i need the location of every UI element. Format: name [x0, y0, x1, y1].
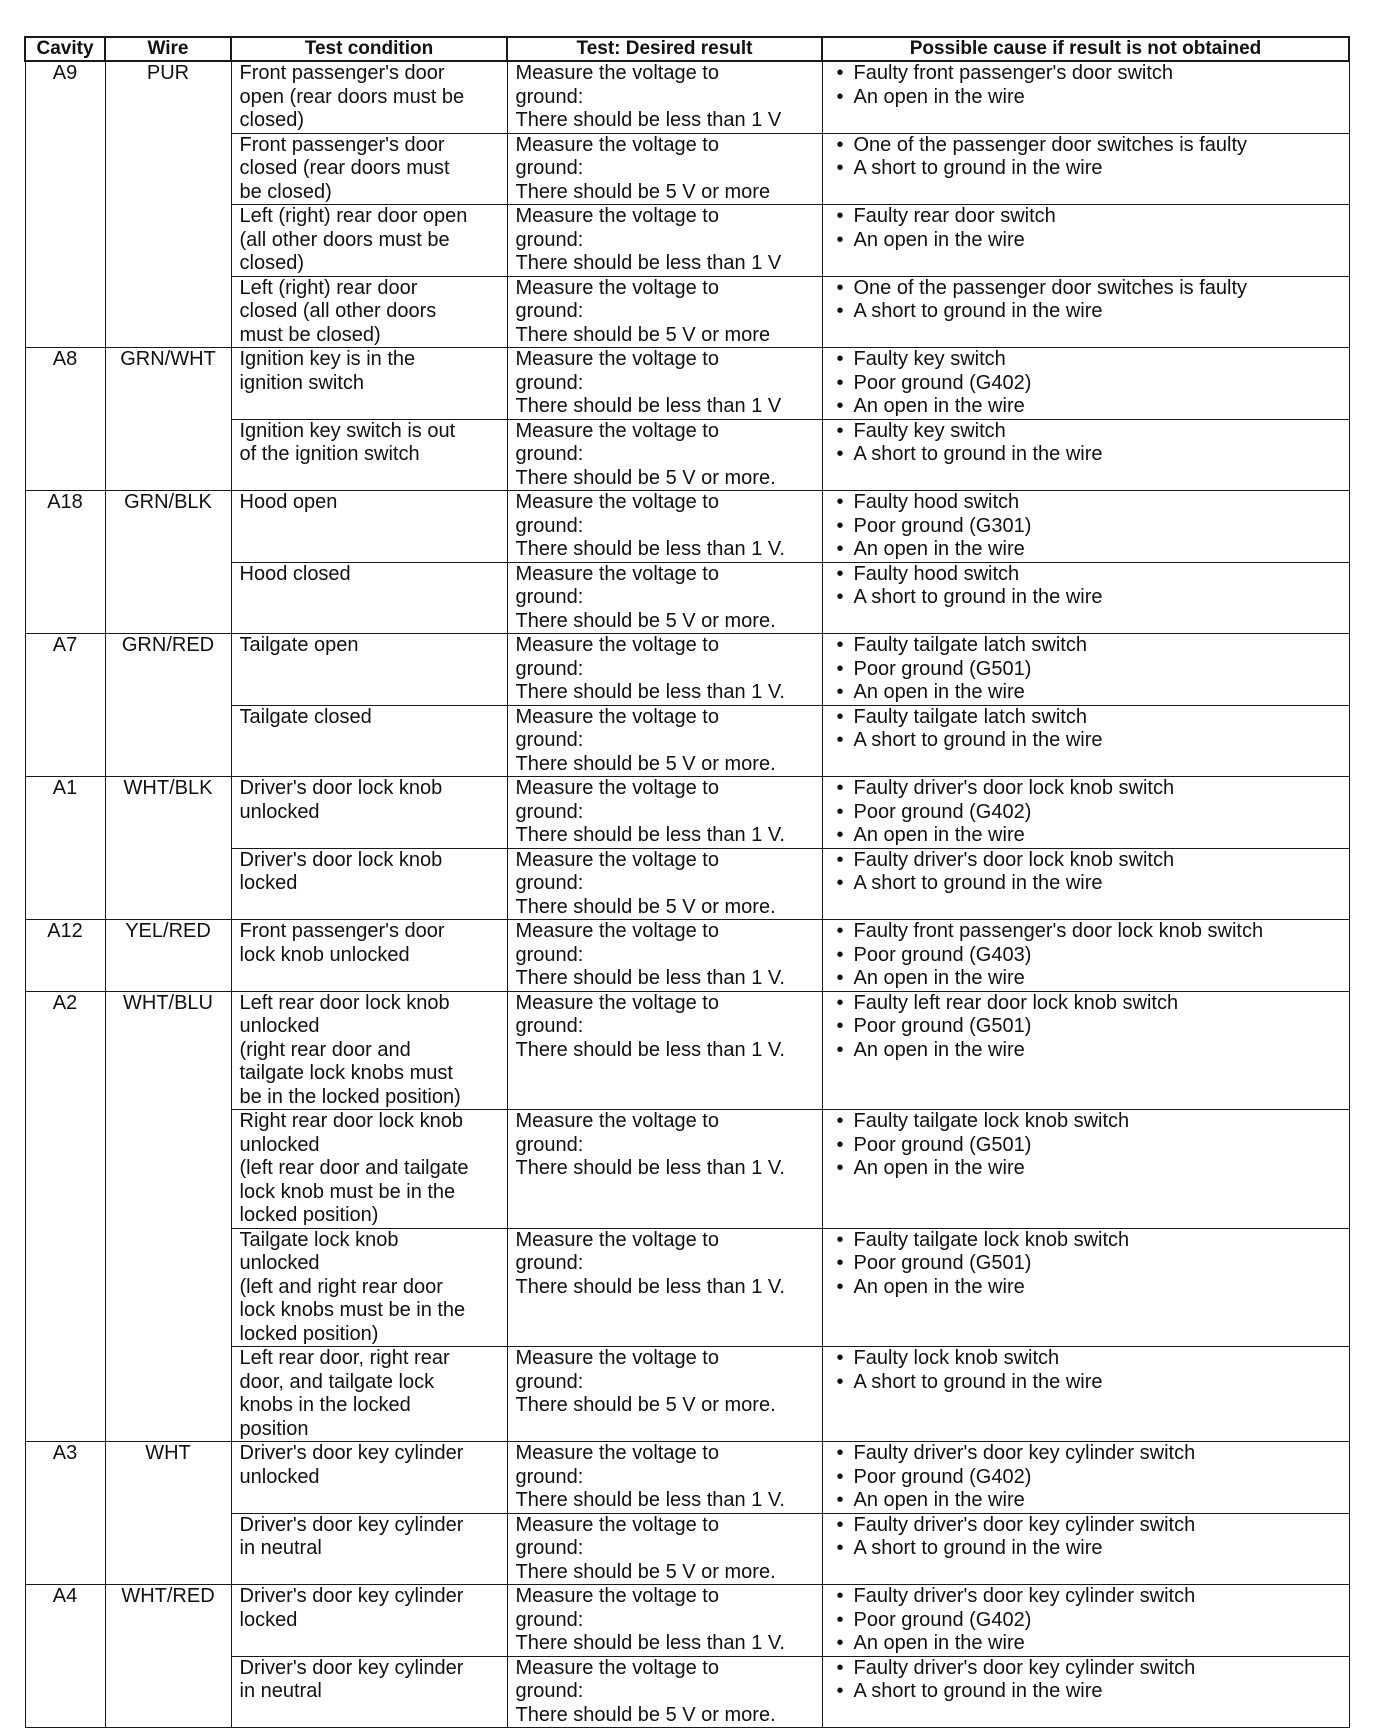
test-condition-cell	[231, 133, 507, 205]
desired-result-cell-line: ground:	[515, 1133, 584, 1156]
possible-cause-cell-line: • A short to ground in the wire	[831, 1537, 1341, 1561]
possible-cause-cell-line: • Faulty tailgate latch switch	[831, 634, 1341, 658]
test-condition-cell	[231, 848, 507, 920]
header-row	[25, 37, 1349, 61]
possible-cause-cell-line: • Poor ground (G402)	[831, 1466, 1341, 1490]
possible-cause-cell-line: • Faulty driver's door lock knob switch	[831, 777, 1341, 801]
possible-cause-cell	[822, 562, 1349, 634]
possible-cause-cell-line: • An open in the wire	[831, 967, 1341, 991]
desired-result-cell-line: Measure the voltage to	[515, 1228, 719, 1251]
possible-cause-cell	[822, 991, 1349, 1110]
desired-result-cell-line: Measure the voltage to	[515, 1585, 719, 1607]
desired-result-cell-line: There should be less than 1 V.	[515, 538, 785, 560]
desired-result-cell	[507, 1347, 822, 1442]
desired-result-cell	[507, 634, 822, 706]
desired-result-cell	[507, 205, 822, 277]
possible-cause-cell	[822, 1228, 1349, 1347]
desired-result-cell-line: There should be 5 V or more.	[515, 1703, 776, 1726]
possible-cause-cell	[822, 419, 1349, 491]
desired-result-cell-line: ground:	[515, 514, 584, 537]
test-condition-cell-line: Driver's door lock knob	[239, 848, 443, 871]
possible-cause-cell	[822, 705, 1349, 777]
possible-cause-cell-line: • An open in the wire	[831, 1039, 1341, 1063]
test-condition-cell-line: of the ignition switch	[239, 443, 420, 465]
possible-cause-cell	[822, 848, 1349, 920]
desired-result-cell-line: There should be 5 V or more.	[515, 752, 776, 775]
table-row	[25, 777, 1349, 849]
test-condition-cell-line: lock knobs must be in the	[239, 1299, 466, 1321]
desired-result-cell-line: ground:	[515, 1465, 584, 1488]
test-condition-cell	[231, 1656, 507, 1728]
table-row	[25, 634, 1349, 706]
header-desired-result: Test: Desired result	[507, 37, 822, 61]
test-condition-cell	[231, 419, 507, 491]
desired-result-cell-line: There should be less than 1 V.	[515, 824, 785, 846]
desired-result-cell-line: Measure the voltage to	[515, 276, 719, 299]
test-condition-cell-line: locked position)	[239, 1204, 379, 1226]
desired-result-cell-line: Measure the voltage to	[515, 1442, 719, 1464]
possible-cause-cell-line: • An open in the wire	[831, 1157, 1341, 1181]
desired-result-cell-line: There should be 5 V or more.	[515, 1560, 776, 1583]
test-condition-cell-line: open (rear doors must be	[239, 85, 465, 108]
cavity-cell: A2	[25, 991, 105, 1442]
test-condition-cell	[231, 1110, 507, 1229]
desired-result-cell-line: There should be 5 V or more	[515, 180, 771, 203]
test-condition-cell-line: unlocked	[239, 1133, 320, 1156]
possible-cause-cell	[822, 491, 1349, 563]
desired-result-cell-line: Measure the voltage to	[515, 133, 719, 156]
test-table	[24, 36, 1350, 1728]
cavity-cell: A8	[25, 348, 105, 491]
test-condition-cell	[231, 348, 507, 420]
desired-result-cell	[507, 848, 822, 920]
desired-result-cell-line: Measure the voltage to	[515, 205, 719, 227]
header-possible-cause: Possible cause if result is not obtained	[822, 37, 1349, 61]
possible-cause-cell	[822, 634, 1349, 706]
test-condition-cell-line: Front passenger's door	[239, 62, 445, 84]
test-condition-cell-line: be closed)	[239, 180, 332, 203]
test-condition-cell-line: Right rear door lock knob	[239, 1110, 463, 1132]
desired-result-cell-line: ground:	[515, 800, 584, 823]
desired-result-cell	[507, 705, 822, 777]
test-condition-cell-line: (left rear door and tailgate	[239, 1157, 469, 1179]
possible-cause-cell-line: • A short to ground in the wire	[831, 586, 1341, 610]
wire-cell: WHT	[105, 1442, 231, 1585]
test-condition-cell-line: Hood closed	[239, 562, 351, 585]
desired-result-cell-line: There should be less than 1 V	[515, 252, 782, 274]
table-row	[25, 348, 1349, 420]
desired-result-cell-line: ground:	[515, 1370, 584, 1393]
possible-cause-cell-line: • Faulty rear door switch	[831, 205, 1341, 229]
desired-result-cell-line: Measure the voltage to	[515, 348, 719, 370]
desired-result-cell-line: There should be less than 1 V.	[515, 1157, 785, 1179]
test-condition-cell	[231, 705, 507, 777]
test-condition-cell-line: closed (rear doors must	[239, 157, 450, 179]
test-condition-cell-line: (all other doors must be	[239, 228, 450, 251]
possible-cause-cell-line: • Poor ground (G403)	[831, 944, 1341, 968]
possible-cause-cell-line: • An open in the wire	[831, 395, 1341, 419]
test-condition-cell	[231, 1347, 507, 1442]
desired-result-cell-line: Measure the voltage to	[515, 991, 719, 1014]
desired-result-cell-line: Measure the voltage to	[515, 562, 719, 585]
desired-result-cell-line: Measure the voltage to	[515, 62, 719, 84]
possible-cause-cell-line: • Faulty tailgate lock knob switch	[831, 1229, 1341, 1253]
possible-cause-cell-line: • Faulty driver's door key cylinder switch	[831, 1514, 1341, 1538]
desired-result-cell-line: Measure the voltage to	[515, 419, 719, 442]
desired-result-cell-line: There should be less than 1 V.	[515, 967, 785, 989]
test-condition-cell-line: in neutral	[239, 1680, 322, 1702]
possible-cause-cell-line: • One of the passenger door switches is faulty	[831, 277, 1341, 301]
test-condition-cell	[231, 1442, 507, 1514]
desired-result-cell-line: Measure the voltage to	[515, 920, 719, 942]
desired-result-cell-line: Measure the voltage to	[515, 705, 719, 728]
test-condition-cell-line: lock knob must be in the	[239, 1180, 456, 1203]
possible-cause-cell-line: • Faulty key switch	[831, 348, 1341, 372]
possible-cause-cell-line: • A short to ground in the wire	[831, 300, 1341, 324]
desired-result-cell-line: There should be less than 1 V.	[515, 1632, 785, 1654]
table-row	[25, 491, 1349, 563]
test-condition-cell	[231, 1228, 507, 1347]
test-condition-cell	[231, 1585, 507, 1657]
possible-cause-cell-line: • Faulty driver's door lock knob switch	[831, 849, 1341, 873]
test-condition-cell-line: unlocked	[239, 1465, 320, 1488]
desired-result-cell-line: ground:	[515, 1608, 584, 1631]
cavity-cell: A18	[25, 491, 105, 634]
possible-cause-cell-line: • An open in the wire	[831, 538, 1341, 562]
test-condition-cell	[231, 634, 507, 706]
desired-result-cell-line: There should be less than 1 V	[515, 109, 782, 131]
test-condition-cell	[231, 205, 507, 277]
desired-result-cell-line: There should be 5 V or more.	[515, 609, 776, 632]
desired-result-cell-line: ground:	[515, 157, 584, 179]
possible-cause-cell-line: • Faulty lock knob switch	[831, 1347, 1341, 1371]
test-condition-cell-line: unlocked	[239, 800, 320, 823]
test-condition-cell	[231, 61, 507, 133]
desired-result-cell-line: ground:	[515, 85, 584, 108]
desired-result-cell-line: Measure the voltage to	[515, 1110, 719, 1132]
possible-cause-cell-line: • Faulty key switch	[831, 420, 1341, 444]
possible-cause-cell-line: • Poor ground (G501)	[831, 1252, 1341, 1276]
desired-result-cell-line: Measure the voltage to	[515, 848, 719, 871]
test-condition-cell-line: (left and right rear door	[239, 1275, 443, 1298]
possible-cause-cell	[822, 348, 1349, 420]
table-body	[25, 61, 1349, 1728]
header-test-condition: Test condition	[231, 37, 507, 61]
test-condition-cell-line: knobs in the locked	[239, 1394, 411, 1416]
wire-cell: GRN/RED	[105, 634, 231, 777]
header-cavity: Cavity	[25, 37, 105, 61]
test-condition-cell-line: unlocked	[239, 1252, 320, 1274]
desired-result-cell	[507, 777, 822, 849]
desired-result-cell	[507, 1513, 822, 1585]
test-condition-cell-line: Driver's door key cylinder	[239, 1442, 464, 1464]
desired-result-cell-line: ground:	[515, 1252, 584, 1274]
test-condition-cell-line: Driver's door key cylinder	[239, 1513, 464, 1536]
wire-cell: WHT/RED	[105, 1585, 231, 1728]
possible-cause-cell-line: • Faulty driver's door key cylinder switch	[831, 1442, 1341, 1466]
test-condition-cell-line: lock knob unlocked	[239, 943, 410, 966]
test-condition-cell-line: locked position)	[239, 1322, 379, 1345]
test-condition-cell-line: locked	[239, 1608, 298, 1631]
possible-cause-cell-line: • An open in the wire	[831, 229, 1341, 253]
desired-result-cell-line: ground:	[515, 1537, 584, 1559]
test-condition-cell	[231, 491, 507, 563]
test-condition-cell-line: Driver's door lock knob	[239, 777, 443, 799]
test-condition-cell-line: ignition switch	[239, 371, 365, 394]
cavity-cell: A9	[25, 61, 105, 348]
desired-result-cell-line: ground:	[515, 1015, 584, 1037]
test-condition-cell-line: Tailgate closed	[239, 705, 372, 728]
possible-cause-cell	[822, 133, 1349, 205]
possible-cause-cell-line: • A short to ground in the wire	[831, 729, 1341, 753]
wire-cell: GRN/WHT	[105, 348, 231, 491]
test-condition-cell-line: Front passenger's door	[239, 920, 445, 942]
desired-result-cell	[507, 1228, 822, 1347]
test-condition-cell-line: Tailgate lock knob	[239, 1228, 399, 1251]
possible-cause-cell	[822, 1513, 1349, 1585]
possible-cause-cell-line: • Poor ground (G501)	[831, 1134, 1341, 1158]
possible-cause-cell	[822, 1110, 1349, 1229]
desired-result-cell	[507, 348, 822, 420]
possible-cause-cell-line: • An open in the wire	[831, 86, 1341, 110]
desired-result-cell	[507, 1585, 822, 1657]
wire-cell: YEL/RED	[105, 920, 231, 992]
desired-result-cell-line: There should be less than 1 V.	[515, 1038, 785, 1061]
desired-result-cell-line: There should be 5 V or more.	[515, 1394, 776, 1416]
desired-result-cell	[507, 61, 822, 133]
test-condition-cell-line: closed (all other doors	[239, 300, 437, 322]
possible-cause-cell-line: • An open in the wire	[831, 1632, 1341, 1656]
test-condition-cell-line: tailgate lock knobs must	[239, 1062, 453, 1084]
desired-result-cell-line: Measure the voltage to	[515, 1347, 719, 1369]
possible-cause-cell-line: • An open in the wire	[831, 681, 1341, 705]
possible-cause-cell-line: • One of the passenger door switches is faulty	[831, 134, 1341, 158]
possible-cause-cell-line: • A short to ground in the wire	[831, 872, 1341, 896]
test-condition-cell	[231, 920, 507, 992]
desired-result-cell-line: There should be less than 1 V.	[515, 681, 785, 703]
test-condition-cell-line: position	[239, 1417, 309, 1440]
possible-cause-cell-line: • An open in the wire	[831, 1489, 1341, 1513]
desired-result-cell	[507, 491, 822, 563]
desired-result-cell-line: ground:	[515, 872, 584, 894]
table-row	[25, 920, 1349, 992]
test-condition-cell	[231, 991, 507, 1110]
desired-result-cell	[507, 1110, 822, 1229]
possible-cause-cell	[822, 777, 1349, 849]
desired-result-cell	[507, 1656, 822, 1728]
test-condition-cell	[231, 1513, 507, 1585]
desired-result-cell-line: ground:	[515, 657, 584, 680]
possible-cause-cell-line: • Poor ground (G402)	[831, 801, 1341, 825]
desired-result-cell	[507, 133, 822, 205]
test-condition-cell-line: Left (right) rear door open	[239, 205, 468, 227]
test-condition-cell-line: closed)	[239, 109, 304, 131]
possible-cause-cell-line: • A short to ground in the wire	[831, 1680, 1341, 1704]
test-condition-cell-line: Front passenger's door	[239, 133, 445, 156]
desired-result-cell-line: There should be 5 V or more.	[515, 466, 776, 489]
desired-result-cell-line: ground:	[515, 228, 584, 251]
possible-cause-cell-line: • An open in the wire	[831, 1276, 1341, 1300]
possible-cause-cell	[822, 920, 1349, 992]
possible-cause-cell-line: • Poor ground (G501)	[831, 1015, 1341, 1039]
cavity-cell: A1	[25, 777, 105, 920]
header-wire: Wire	[105, 37, 231, 61]
test-condition-cell-line: Left (right) rear door	[239, 276, 418, 299]
possible-cause-cell-line: • An open in the wire	[831, 824, 1341, 848]
cavity-cell: A3	[25, 1442, 105, 1585]
desired-result-cell-line: ground:	[515, 300, 584, 322]
desired-result-cell-line: ground:	[515, 586, 584, 608]
test-condition-cell	[231, 562, 507, 634]
wire-cell: PUR	[105, 61, 231, 348]
possible-cause-cell-line: • Faulty left rear door lock knob switch	[831, 992, 1341, 1016]
desired-result-cell-line: There should be less than 1 V.	[515, 1275, 785, 1298]
test-condition-cell-line: closed)	[239, 252, 304, 274]
desired-result-cell-line: Measure the voltage to	[515, 491, 719, 513]
test-condition-cell-line: must be closed)	[239, 323, 381, 346]
possible-cause-cell-line: • A short to ground in the wire	[831, 443, 1341, 467]
desired-result-cell-line: There should be less than 1 V.	[515, 1489, 785, 1511]
possible-cause-cell-line: • Faulty tailgate lock knob switch	[831, 1110, 1341, 1134]
possible-cause-cell	[822, 61, 1349, 133]
wire-cell: WHT/BLK	[105, 777, 231, 920]
desired-result-cell-line: Measure the voltage to	[515, 1513, 719, 1536]
test-condition-cell-line: Ignition key switch is out	[239, 419, 456, 442]
possible-cause-cell-line: • Faulty driver's door key cylinder switch	[831, 1585, 1341, 1609]
cavity-cell: A4	[25, 1585, 105, 1728]
desired-result-cell-line: Measure the voltage to	[515, 1656, 719, 1679]
test-condition-cell-line: (right rear door and	[239, 1038, 411, 1061]
possible-cause-cell-line: • Faulty hood switch	[831, 563, 1341, 587]
desired-result-cell-line: Measure the voltage to	[515, 777, 719, 799]
test-condition-cell-line: door, and tailgate lock	[239, 1370, 435, 1393]
desired-result-cell-line: ground:	[515, 943, 584, 966]
possible-cause-cell	[822, 1442, 1349, 1514]
test-condition-cell	[231, 777, 507, 849]
test-condition-cell-line: Ignition key is in the	[239, 348, 416, 370]
desired-result-cell-line: There should be 5 V or more.	[515, 895, 776, 918]
desired-result-cell-line: ground:	[515, 1680, 584, 1702]
possible-cause-cell-line: • A short to ground in the wire	[831, 157, 1341, 181]
wire-cell: GRN/BLK	[105, 491, 231, 634]
test-condition-cell-line: unlocked	[239, 1015, 320, 1037]
possible-cause-cell-line: • Faulty tailgate latch switch	[831, 706, 1341, 730]
table-row	[25, 1442, 1349, 1514]
table-row	[25, 991, 1349, 1110]
possible-cause-cell	[822, 205, 1349, 277]
possible-cause-cell-line: • Poor ground (G402)	[831, 1609, 1341, 1633]
possible-cause-cell-line: • Faulty hood switch	[831, 491, 1341, 515]
possible-cause-cell	[822, 1656, 1349, 1728]
desired-result-cell-line: ground:	[515, 443, 584, 465]
desired-result-cell	[507, 276, 822, 348]
desired-result-cell	[507, 991, 822, 1110]
desired-result-cell	[507, 562, 822, 634]
test-condition-cell-line: in neutral	[239, 1537, 322, 1559]
possible-cause-cell-line: • Faulty front passenger's door switch	[831, 62, 1341, 86]
table-row	[25, 1585, 1349, 1657]
test-condition-cell-line: Hood open	[239, 491, 338, 513]
table-row	[25, 61, 1349, 133]
desired-result-cell	[507, 419, 822, 491]
desired-result-cell-line: There should be 5 V or more	[515, 323, 771, 346]
desired-result-cell-line: ground:	[515, 729, 584, 751]
possible-cause-cell-line: • Poor ground (G301)	[831, 515, 1341, 539]
test-condition-cell-line: Tailgate open	[239, 634, 359, 656]
possible-cause-cell-line: • Faulty front passenger's door lock knob switch	[831, 920, 1341, 944]
possible-cause-cell	[822, 1347, 1349, 1442]
desired-result-cell	[507, 1442, 822, 1514]
cavity-cell: A7	[25, 634, 105, 777]
desired-result-cell-line: ground:	[515, 371, 584, 394]
cavity-cell: A12	[25, 920, 105, 992]
test-condition-cell-line: Driver's door key cylinder	[239, 1585, 464, 1607]
possible-cause-cell-line: • Faulty driver's door key cylinder switch	[831, 1657, 1341, 1681]
desired-result-cell-line: There should be less than 1 V	[515, 395, 782, 417]
test-condition-cell	[231, 276, 507, 348]
test-condition-cell-line: Left rear door, right rear	[239, 1347, 450, 1369]
test-condition-cell-line: locked	[239, 872, 298, 894]
test-condition-cell-line: be in the locked position)	[239, 1085, 461, 1108]
desired-result-cell-line: Measure the voltage to	[515, 634, 719, 656]
possible-cause-cell-line: • Poor ground (G402)	[831, 372, 1341, 396]
test-condition-cell-line: Driver's door key cylinder	[239, 1656, 464, 1679]
possible-cause-cell-line: • A short to ground in the wire	[831, 1371, 1341, 1395]
possible-cause-cell-line: • Poor ground (G501)	[831, 658, 1341, 682]
desired-result-cell	[507, 920, 822, 992]
possible-cause-cell	[822, 276, 1349, 348]
possible-cause-cell	[822, 1585, 1349, 1657]
test-condition-cell-line: Left rear door lock knob	[239, 991, 450, 1014]
wire-cell: WHT/BLU	[105, 991, 231, 1442]
